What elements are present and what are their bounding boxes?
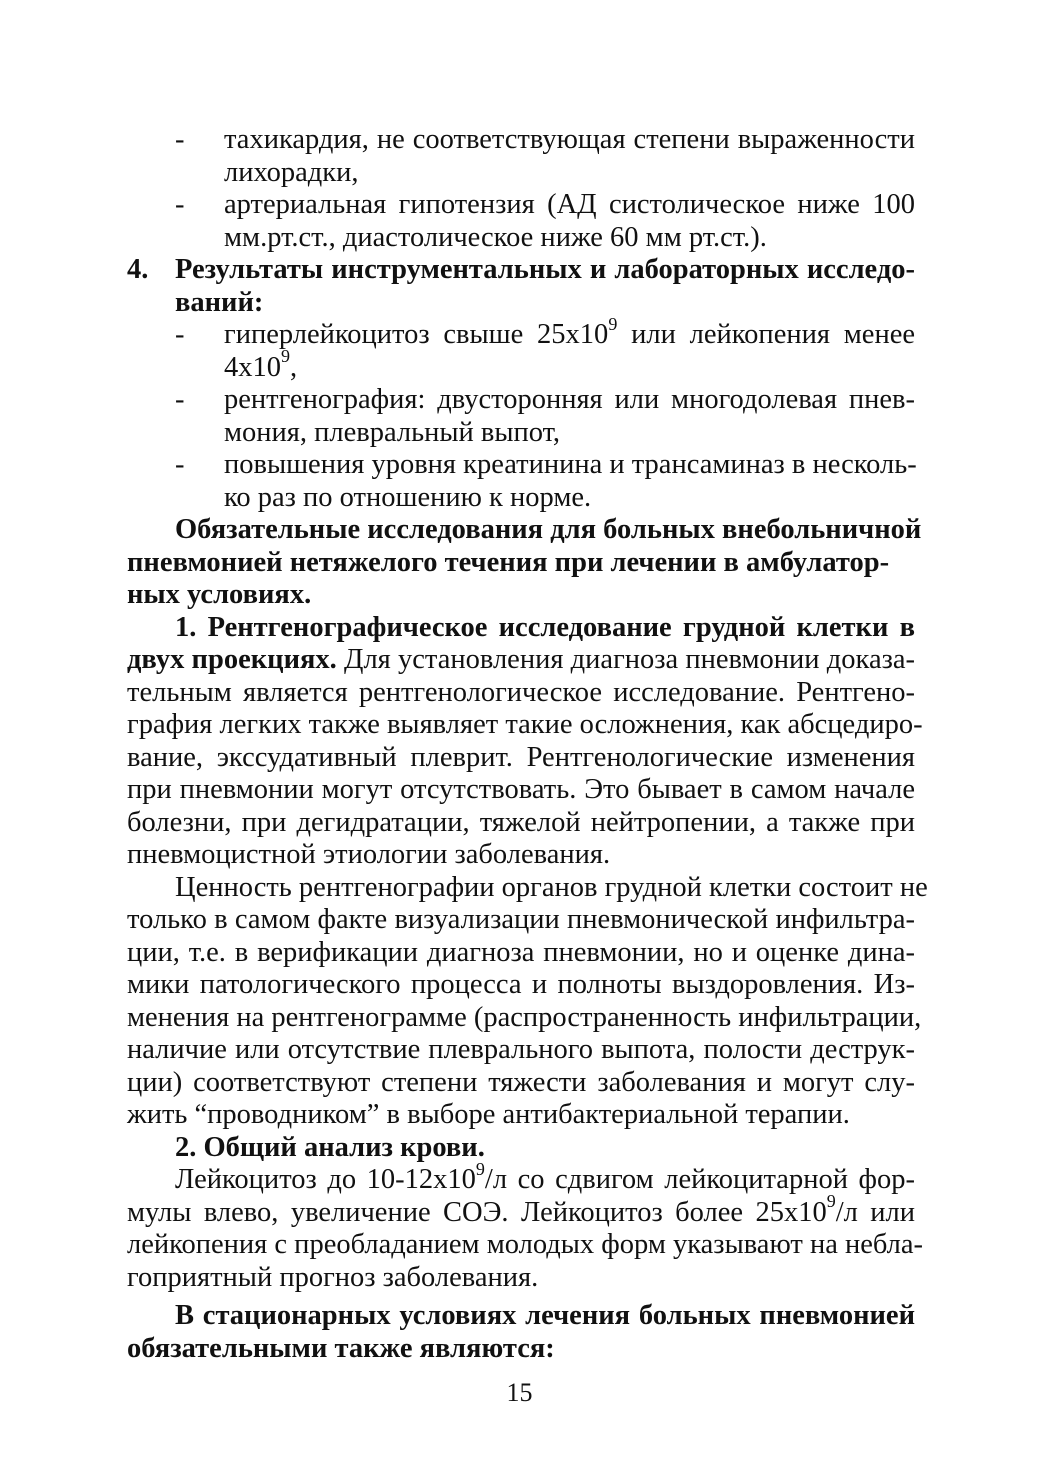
page-body bbox=[127, 124, 928, 1365]
section-heading: Результаты инструментальных и лабораторных исследо- bbox=[175, 254, 915, 285]
inpatient-heading: В стационарных условиях лечения больных пневмонией обязательными также являются: bbox=[127, 1300, 915, 1364]
list-item-text: тахикардия, не соответствующая степени выраженности bbox=[224, 124, 915, 155]
list-item: - рентгенография: двусторонняя или многодолевая пнев- bbox=[175, 384, 915, 415]
list-dash: - bbox=[175, 384, 185, 415]
mandatory-heading: Обязательные исследования для больных внебольничной пневмонией нетяжелого течения при лечении в амбулатор- ных условиях. bbox=[127, 514, 922, 610]
list-item: - гиперлейкоцитоз свыше $25х10^9$ или лейкопения менее bbox=[175, 313, 915, 350]
list-item bbox=[127, 189, 915, 254]
list-item: - повышения уровня креатинина и трансаминаз в несколь- bbox=[175, 449, 917, 480]
list-item-text: артериальная гипотензия (АД систолическое ниже 100 bbox=[224, 189, 915, 220]
list-dash: - bbox=[175, 319, 185, 350]
section-4: 4. Результаты инструментальных и лабораторных исследо- ваний: - гиперлейкоцитоз свыше $25х10^9$ или лейкопения менее $4х10^9$, - рентгенография: двусторонняя или многодолевая пнев- мония, плевральный выпот, - повышения уровня креатинина и трансаминаз в несколь- ко раз по отношению к норме. bbox=[127, 254, 917, 513]
blood-section: 2. Общий анализ крови. Лейкоцитоз до $10-12х10^9/л$ со сдвигом лейкоцитарной фор- мулы влево, увеличение СОЭ. Лейкоцитоз более $25х10^9/л$ или лейкопения с преобладанием молодых форм указывают на небла- гоприятный прогноз заболевания. bbox=[127, 1131, 924, 1293]
list-dash: - bbox=[175, 189, 185, 220]
page-number: 15 bbox=[506, 1378, 533, 1407]
list-item-text: лихорадки, bbox=[224, 156, 359, 188]
list-dash: - bbox=[175, 124, 185, 155]
section-number: 4. bbox=[127, 254, 149, 285]
section-heading: 2. Общий анализ крови. bbox=[175, 1131, 485, 1163]
list-dash: - bbox=[175, 449, 185, 480]
list-item bbox=[127, 124, 915, 189]
xray-paragraph: 1. Рентгенографическое исследование грудной клетки в двух проекциях. Для установления диагноза пневмонии доказа- тельным является рентгенологическое исследование. Рентгено- графия легких также выявляет такие осложнения, как абсцедиро- вание, экссудативный плеврит. Рентгенологические изменения при пневмонии могут отсутствовать. Это бывает в самом начале болезни, при дегидратации, тяжелой нейтропении, а также при пневмоцистной этиологии заболевания. bbox=[127, 611, 923, 870]
list-item-text: мм.рт.ст., диастолическое ниже 60 мм рт.ст.). bbox=[224, 221, 767, 253]
section-heading: ваний: bbox=[175, 286, 264, 318]
value-paragraph: Ценность рентгенографии органов грудной клетки состоит не только в самом факте визуализации пневмонической инфильтра- ции, т.е. в верификации диагноза пневмонии, но и оценке дина- мики патологического процесса и полноты выздоровления. Из- менения на рентгенограмме (распространенность инфильтрации, наличие или отсутствие плеврального выпота, полости деструк- ции) соответствуют степени тяжести заболевания и могут слу- жить “проводником” в выборе антибактериальной терапии. bbox=[127, 871, 928, 1130]
